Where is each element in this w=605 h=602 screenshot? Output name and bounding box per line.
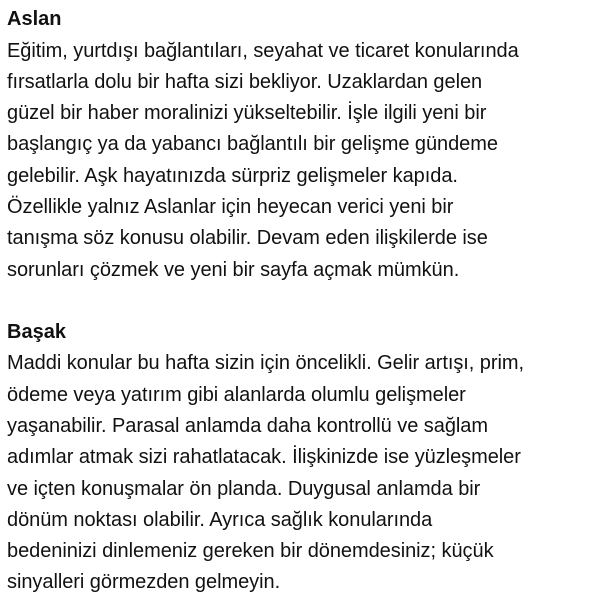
paragraph-line: Özellikle yalnız Aslanlar için heyecan verici yeni bir xyxy=(7,195,454,218)
section-paragraph xyxy=(7,36,599,286)
section-title: Başak xyxy=(7,320,66,343)
paragraph-line: Maddi konular bu hafta sizin için öncelikli. Gelir artışı, prim, xyxy=(7,352,525,375)
paragraph-line: güzel bir haber moralinizi yükseltebilir. İşle ilgili yeni bir xyxy=(7,102,487,125)
section-aslan xyxy=(7,4,599,286)
paragraph-line: Eğitim, yurtdışı bağlantıları, seyahat ve ticaret konularında xyxy=(7,39,519,62)
section-paragraph xyxy=(7,348,599,598)
paragraph-line: adımlar atmak sizi rahatlatacak. İlişkinizde ise yüzleşmeler xyxy=(7,446,521,469)
section-basak xyxy=(7,317,599,599)
paragraph-line: yaşanabilir. Parasal anlamda daha kontrollü ve sağlam xyxy=(7,414,488,437)
section-title: Aslan xyxy=(7,8,62,30)
paragraph-line: ödeme veya yatırım gibi alanlarda olumlu gelişmeler xyxy=(7,383,466,406)
paragraph-line: sinyalleri görmezden gelmeyin. xyxy=(7,571,281,594)
paragraph-line: fırsatlarla dolu bir hafta sizi bekliyor. Uzaklardan gelen xyxy=(7,70,483,93)
paragraph-line: bedeninizi dinlemeniz gereken bir dönemdesiniz; küçük xyxy=(7,540,494,563)
paragraph-line: sorunları çözmek ve yeni bir sayfa açmak mümkün. xyxy=(7,258,460,281)
paragraph-line: gelebilir. Aşk hayatınızda sürpriz gelişmeler kapıda. xyxy=(7,164,458,187)
paragraph-line: tanışma söz konusu olabilir. Devam eden ilişkilerde ise xyxy=(7,227,488,250)
paragraph-line: ve içten konuşmalar ön planda. Duygusal anlamda bir xyxy=(7,477,481,500)
paragraph-line: dönüm noktası olabilir. Ayrıca sağlık konularında xyxy=(7,508,433,531)
paragraph-line: başlangıç ya da yabancı bağlantılı bir gelişme gündeme xyxy=(7,133,498,156)
